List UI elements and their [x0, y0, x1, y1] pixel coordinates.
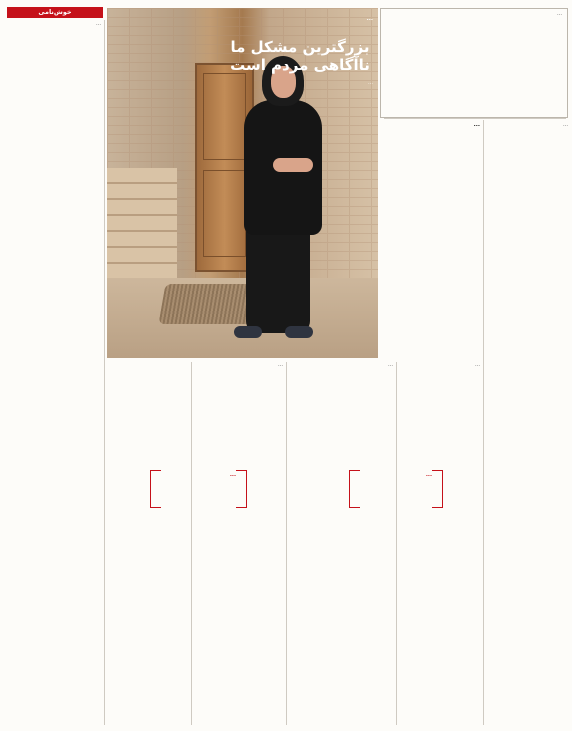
- headline-kicker: ...: [366, 16, 373, 22]
- question: ...: [473, 122, 480, 128]
- quote-bracket: [432, 470, 443, 508]
- intro-text: ...: [557, 11, 562, 17]
- person-hands: [273, 158, 313, 172]
- right-shoe: [285, 326, 313, 338]
- person-legs: [246, 228, 310, 333]
- column-lower-3: [195, 362, 283, 725]
- section-rule: [384, 118, 566, 119]
- column-rule: [191, 362, 192, 725]
- pull-quote-left: ...: [229, 472, 236, 478]
- quote-bracket: [236, 470, 247, 508]
- column-lower-2: [290, 362, 393, 725]
- stairs: [107, 168, 177, 288]
- column-lower-4: [108, 362, 188, 725]
- pull-quote-right: ...: [425, 472, 432, 478]
- column-lower-1: [400, 362, 480, 725]
- column-rule: [483, 120, 484, 725]
- column-left: [7, 21, 101, 725]
- column-text: ...: [388, 362, 393, 368]
- column-rule: [396, 362, 397, 725]
- column-text: ...: [96, 21, 101, 27]
- headline-title: بزرگترین مشکل ما ناآگاهی مردم است: [230, 38, 370, 74]
- headline-subtitle: ...: [368, 80, 373, 86]
- column-right: [488, 122, 568, 725]
- column-rule: [286, 362, 287, 725]
- column-upper: [383, 122, 480, 358]
- column-text: ...: [475, 362, 480, 368]
- column-rule: [104, 20, 105, 725]
- section-tag: خوش‌نامی: [7, 7, 103, 18]
- left-shoe: [234, 326, 262, 338]
- column-text: ...: [278, 362, 283, 368]
- column-text: ...: [563, 122, 568, 128]
